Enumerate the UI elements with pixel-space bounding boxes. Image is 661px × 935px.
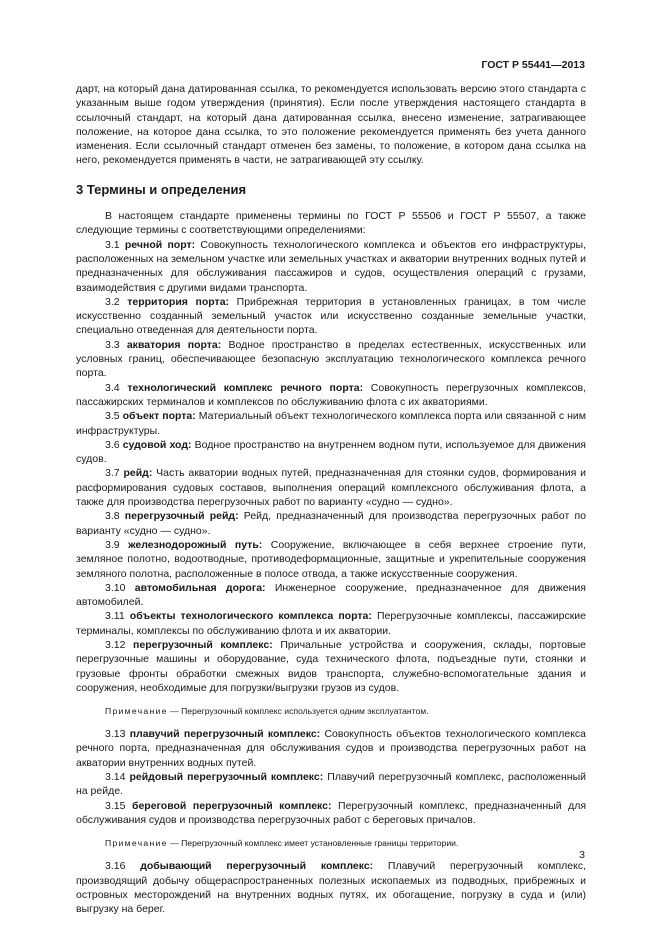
term-definition: Инженерное сооружение, предназначенное для движения автомобилей.	[76, 581, 586, 609]
term-name: железнодорожный путь:	[128, 538, 263, 551]
note-1	[76, 705, 586, 717]
intro-paragraph: дарт, на который дана датированная ссылка, то рекомендуется использовать версию этого стандарта с указанным выше годом утверждения (принятия). Если после утверждения настоящего стандарта в ссылочный стандарт, на который дана датированная ссылка, внесено изменение, затрагивающее положение, на которое дана ссылка, то это положение рекомендуется применять без учета данного изменения. Если ссылочный стандарт отменен без замены, то положение, в котором дана ссылка на него, рекомендуется применять в части, не затрагивающей эту ссылку.	[76, 83, 586, 167]
term-definition: Плавучий перегрузочный комплекс, расположенный на рейде.	[76, 771, 587, 798]
term-entry	[76, 238, 586, 295]
term-number: 3.8	[105, 510, 120, 523]
term-number: 3.15	[105, 799, 126, 812]
term-entry	[76, 770, 586, 799]
term-definition: Сооружение, включающее в себя верхнее строение пути, земляное полотно, водоотводные, противодеформационные, защитные и укрепительные сооружения земляного полотна, расположенные в полосе отвода, а также искусственные сооружения.	[76, 538, 586, 580]
term-name: береговой перегрузочный комплекс:	[131, 799, 332, 812]
term-entry	[76, 509, 586, 538]
note-2	[76, 837, 586, 849]
term-number: 3.10	[105, 581, 126, 594]
term-entry	[76, 409, 586, 438]
term-name: технологический комплекс речного порта:	[127, 381, 364, 394]
term-entry	[76, 381, 586, 410]
term-definition: Перегрузочный комплекс, предназначенный для обслуживания судов и производства перегрузочных работ с береговых причалов.	[76, 799, 587, 826]
term-name: территория порта:	[127, 295, 230, 308]
term-definition: Водное пространство в пределах естественных, искусственных или условных границ, обеспечивающее безопасную эксплуатацию технологического комплекса речного порта.	[76, 338, 586, 380]
term-definition: Материальный объект технологического комплекса порта или связанной с ним инфраструктуры.	[76, 410, 586, 437]
term-definition: Совокупность перегрузочных комплексов, пассажирских терминалов и комплексов по обслуживанию флота с их акваториями.	[76, 381, 586, 408]
term-name: автомобильная дорога:	[134, 581, 266, 594]
term-name: речной порт:	[124, 238, 196, 251]
term-entry	[76, 466, 586, 509]
term-number: 3.9	[105, 538, 120, 551]
term-entry	[76, 727, 586, 770]
term-number: 3.3	[105, 338, 120, 351]
term-definition: Совокупность технологического комплекса и объектов его инфраструктуры, расположенных на земельном участке или земельных участках и акватории внутренних водных путей и предназначенных для обслуживания пассажиров и судов, осуществления операций с грузами, взаимодействия с другими видами транспорта.	[76, 238, 587, 294]
page-number: 3	[579, 849, 585, 861]
page-content	[76, 82, 586, 916]
term-name: объект порта:	[122, 410, 196, 423]
term-entry	[76, 438, 586, 467]
note-text: — Перегрузочный комплекс используется одним эксплуатантом.	[170, 706, 429, 717]
term-name: судовой ход:	[122, 438, 192, 451]
term-name: перегрузочный комплекс:	[133, 638, 273, 651]
section-lead: В настоящем стандарте применены термины по ГОСТ Р 55506 и ГОСТ Р 55507, а также следующие термины с соответствующими определениями:	[76, 210, 586, 237]
term-entry	[76, 638, 586, 695]
term-entry	[76, 859, 586, 916]
note-text: — Перегрузочный комплекс имеет установленные границы территории.	[170, 838, 459, 849]
term-entry	[76, 799, 586, 828]
term-entry	[76, 609, 586, 638]
term-number: 3.6	[105, 438, 120, 451]
term-definition: Перегрузочные комплексы, пассажирские терминалы, комплексы по обслуживанию флота и их акватории.	[76, 610, 587, 637]
term-number: 3.14	[105, 771, 126, 784]
term-entry	[76, 338, 586, 381]
term-number: 3.13	[105, 728, 126, 741]
term-name: рейд:	[123, 467, 153, 480]
term-number: 3.1	[105, 238, 120, 251]
term-definition: Часть акватории водных путей, предназначенная для стоянки судов, формирования и расформирования судовых составов, выполнения операций комплексного обслуживания флота, а также для производства перегрузочных работ по варианту «судно — судно».	[76, 467, 587, 509]
term-definition: Совокупность объектов технологического комплекса речного порта, предназначенная для обслуживания судов и производства перегрузочных работ на акватории внутренних водных путей.	[76, 728, 586, 769]
term-definition: Причальные устройства и сооружения, склады, портовые перегрузочные машины и оборудование, суда технического флота, подъездные пути, стоянки и грузовые фронты обработки смежных видов транспорта, служебно-вспомогательные здания и сооружения, необходимые для погрузки/выгрузки грузов из судов.	[76, 638, 586, 694]
term-entry	[76, 538, 586, 581]
term-definition: Плавучий перегрузочный комплекс, производящий добычу общераспространенных полезных ископаемых из подводных, прибрежных и островных месторождений на внутренних водных путях, их обогащение, погрузку в суда и (или) выгрузку на берег.	[76, 860, 587, 916]
term-name: рейдовый перегрузочный комплекс:	[129, 771, 324, 784]
term-name: перегрузочный рейд:	[124, 510, 239, 523]
term-number: 3.7	[105, 467, 120, 480]
term-number: 3.16	[105, 860, 126, 873]
document-code: ГОСТ Р 55441—2013	[481, 59, 585, 71]
term-name: добывающий перегрузочный комплекс:	[140, 860, 374, 873]
term-definition: Рейд, предназначенный для производства перегрузочных работ по варианту «судно — судно».	[76, 510, 587, 537]
term-number: 3.11	[105, 610, 125, 623]
term-number: 3.2	[105, 295, 120, 308]
term-name: объекты технологического комплекса порта:	[129, 610, 372, 623]
terms-list	[76, 859, 586, 916]
term-number: 3.4	[105, 381, 120, 394]
term-name: плавучий перегрузочный комплекс:	[129, 728, 321, 741]
note-label: Примечание	[105, 706, 168, 717]
term-definition: Прибрежная территория в установленных границах, в том числе искусственно созданный земельный участок или искусственно созданные земельные участки, специально отведенная для деятельности порта.	[76, 295, 587, 337]
term-number: 3.12	[105, 638, 126, 651]
terms-list	[76, 238, 586, 696]
term-name: акватория порта:	[126, 338, 222, 351]
section-title: 3 Термины и определения	[76, 181, 247, 197]
note-label: Примечание	[105, 838, 168, 849]
term-entry	[76, 295, 586, 338]
term-number: 3.5	[105, 410, 120, 423]
terms-list	[76, 727, 586, 827]
term-entry	[76, 581, 586, 610]
term-definition: Водное пространство на внутреннем водном пути, используемое для движения судов.	[76, 438, 586, 466]
